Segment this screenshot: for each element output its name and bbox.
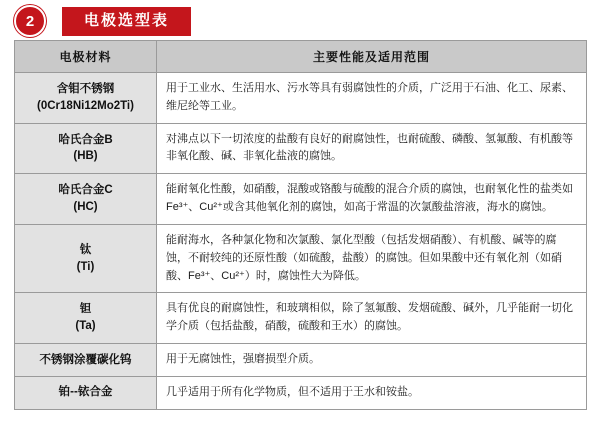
table-row (15, 343, 587, 376)
cell-description: 能耐氧化性酸，如硝酸，混酸或铬酸与硫酸的混合介质的腐蚀，也耐氧化性的盐类如Fe³⁺、Cu²⁺或含其他氧化剂的腐蚀，如高于常温的次氯酸盐溶液，海水的腐蚀。 (157, 174, 587, 225)
table-row (15, 376, 587, 409)
page-title: 电极选型表 (62, 7, 191, 36)
cell-description: 对沸点以下一切浓度的盐酸有良好的耐腐蚀性，也耐硫酸、磷酸、氢氟酸、有机酸等非氧化酸、碱、非氧化盐液的腐蚀。 (157, 123, 587, 174)
cell-material (15, 343, 157, 376)
material-line: (Ta) (75, 320, 96, 333)
table-row (15, 224, 587, 292)
material-line: (Ti) (76, 260, 95, 273)
document-header (0, 0, 600, 40)
cell-material (15, 293, 157, 344)
material-line: 钛 (79, 243, 92, 256)
table-row (15, 293, 587, 344)
material-line: (HB) (73, 150, 98, 163)
cell-material (15, 123, 157, 174)
table-container (0, 40, 600, 410)
table-row (15, 123, 587, 174)
cell-material (15, 376, 157, 409)
cell-description: 几乎适用于所有化学物质，但不适用于王水和铵盐。 (157, 376, 587, 409)
material-line: 钽 (79, 303, 92, 316)
cell-material (15, 174, 157, 225)
column-header-material: 电极材料 (15, 41, 157, 73)
table-header-row (15, 41, 587, 73)
table-body (15, 73, 587, 410)
material-line: 不锈钢涂覆碳化钨 (39, 353, 132, 366)
cell-description: 具有优良的耐腐蚀性，和玻璃相似，除了氢氟酸、发烟硫酸、碱外，几乎能耐一切化学介质（包括盐酸，硝酸，硫酸和王水）的腐蚀。 (157, 293, 587, 344)
table-row (15, 73, 587, 124)
section-number-badge: 2 (14, 5, 46, 37)
cell-description: 用于无腐蚀性，强磨损型介质。 (157, 343, 587, 376)
material-line: (HC) (73, 201, 98, 214)
cell-material (15, 73, 157, 124)
material-line: 铂--铱合金 (58, 386, 113, 399)
material-line: (0Cr18Ni12Mo2Ti) (37, 99, 134, 112)
material-line: 哈氏合金B (58, 133, 113, 146)
table-head (15, 41, 587, 73)
table-row (15, 174, 587, 225)
column-header-description: 主要性能及适用范围 (157, 41, 587, 73)
material-line: 哈氏合金C (58, 184, 113, 197)
cell-material (15, 224, 157, 292)
cell-description: 用于工业水、生活用水、污水等具有弱腐蚀性的介质，广泛用于石油、化工、尿素、维尼纶等工业。 (157, 73, 587, 124)
electrode-selection-table (14, 40, 587, 410)
material-line: 含钼不锈钢 (56, 83, 115, 96)
cell-description: 能耐海水，各种氯化物和次氯酸、氯化型酸（包括发烟硝酸）、有机酸、碱等的腐蚀，不耐较纯的还原性酸（如硫酸，盐酸）的腐蚀。但如果酸中还有氧化剂（如硝酸、Fe³⁺、Cu²⁺）时，腐蚀性大为降低。 (157, 224, 587, 292)
